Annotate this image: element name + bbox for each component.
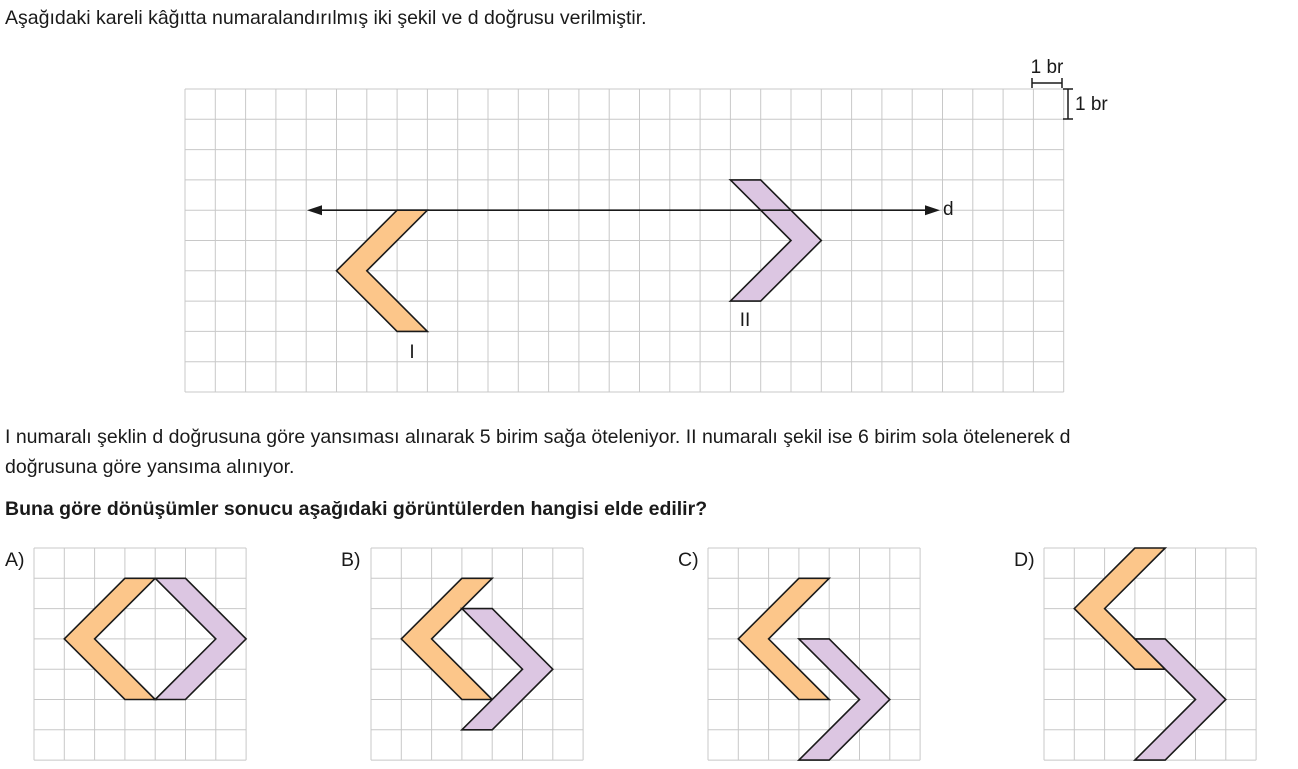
option-d-figure[interactable]: [1044, 548, 1256, 760]
question-text: Buna göre dönüşümler sonucu aşağıdaki görüntülerden hangisi elde edilir?: [5, 498, 708, 520]
option-d-label[interactable]: D): [1014, 549, 1035, 571]
description-line-2: doğrusuna göre yansıma alınıyor.: [5, 456, 295, 478]
line-d-label: d: [943, 199, 954, 220]
unit-vertical-label: 1 br: [1075, 94, 1108, 115]
intro-text: Aşağıdaki kareli kâğıtta numaralandırılmış iki şekil ve d doğrusu verilmiştir.: [5, 7, 647, 29]
description-line-1: I numaralı şeklin d doğrusuna göre yansıması alınarak 5 birim sağa öteleniyor. II numaralı şekil ise 6 birim sola ötelenerek d: [5, 426, 1071, 448]
option-b-figure[interactable]: [371, 548, 583, 760]
main-shapes: [307, 180, 940, 332]
option-a-figure[interactable]: [34, 548, 246, 760]
shape-2-label: II: [739, 310, 751, 331]
unit-indicator: [1031, 57, 1109, 119]
option-c-label[interactable]: C): [678, 549, 699, 571]
unit-horizontal-label: 1 br: [1030, 57, 1064, 78]
option-b-label[interactable]: B): [341, 549, 361, 571]
line-d-right-arrow: [925, 205, 940, 215]
option-c-figure[interactable]: [708, 548, 920, 760]
shape-1-label: I: [409, 342, 415, 363]
option-a-label[interactable]: A): [5, 549, 25, 571]
line-d-left-arrow: [307, 205, 322, 215]
main-grid: [185, 89, 1064, 392]
